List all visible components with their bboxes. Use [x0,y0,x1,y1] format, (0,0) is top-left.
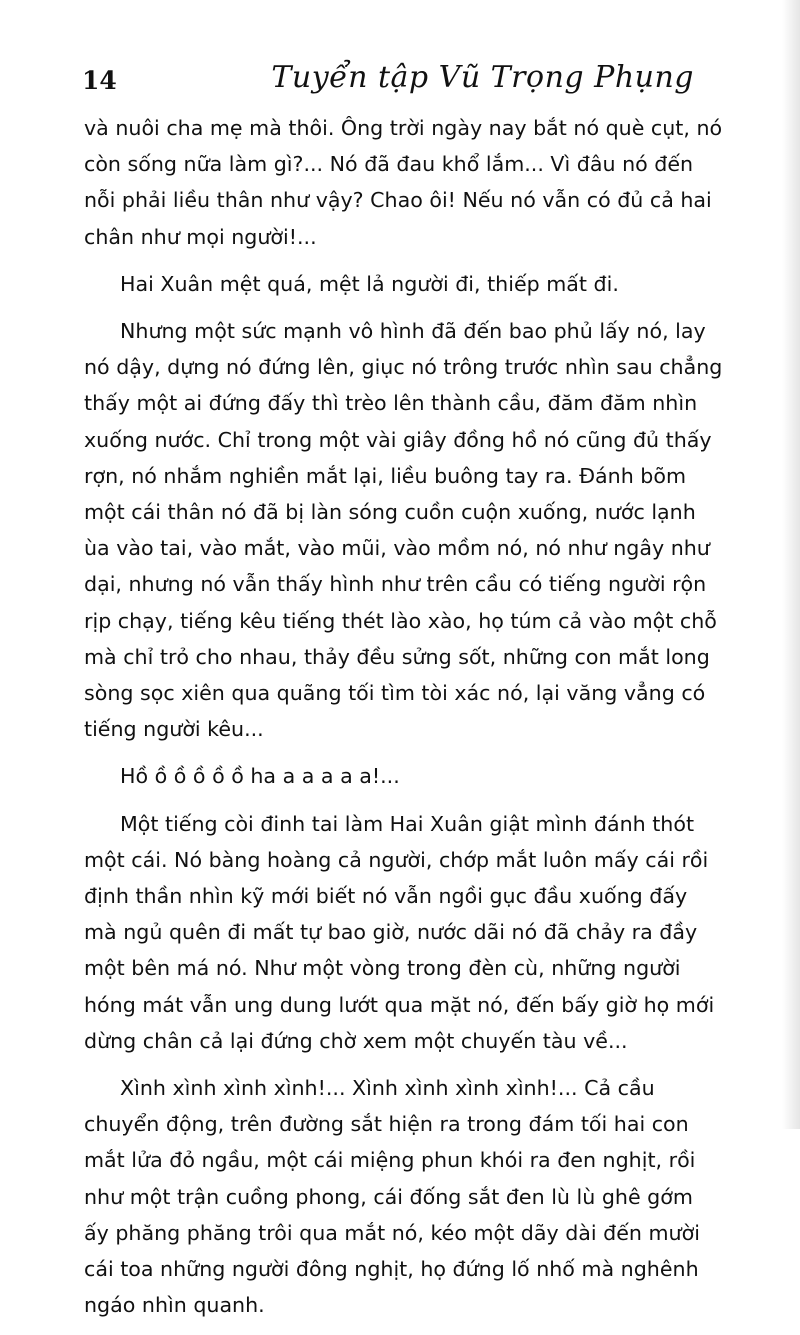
paragraph: Hồ ồ ồ ồ ồ ồ ha a a a a a!... [120,764,400,789]
body-text [84,110,724,1335]
page-number: 14 [82,66,117,95]
paragraph: Nhưng một sức mạnh vô hình đã đến bao phủ lấy nó, lay nó dậy, dựng nó đứng lên, giục nó trông trước nhìn sau chẳng thấy một ai đứng đấy thì trèo lên thành cầu, đăm đăm nhìn xuống nước. Chỉ trong một vài giây đồng hồ nó cũng đủ thấy rợn, nó nhắm nghiền mắt lại, liều buông tay ra. Đánh bõm một cái thân nó đã bị làn sóng cuồn cuộn xuống, nước lạnh ùa vào tai, vào mắt, vào mũi, vào mồm nó, nó như ngây như dại, nhưng nó vẫn thấy hình như trên cầu có tiếng người rộn rịp chạy, tiếng kêu tiếng thét lào xào, họ túm cả vào một chỗ mà chỉ trỏ cho nhau, thảy đều sửng sốt, những con mắt long sòng sọc xiên qua quãng tối tìm tòi xác nó, lại văng vẳng có tiếng người kêu... [84,319,723,742]
paragraph: Hai Xuân mệt quá, mệt lả người đi, thiếp mất đi. [120,271,619,296]
book-title: Tuyển tập Vũ Trọng Phụng [271,60,694,95]
page-header [82,58,702,108]
paragraph: Xình xình xình xình!... Xình xình xình xình!... Cả cầu chuyển động, trên đường sắt hiện ra trong đám tối hai con mắt lửa đỏ ngầu, một cái miệng phun khói ra đen nghịt, rồi như một trận cuồng phong, cái đống sắt đen lù lù ghê gớm ấy phăng phăng trôi qua mắt nó, kéo một dãy dài đến mười cái toa những người đông nghịt, họ đứng lố nhố mà nghênh ngáo nhìn quanh. [84,1076,700,1318]
paragraph: và nuôi cha mẹ mà thôi. Ông trời ngày nay bắt nó què cụt, nó còn sống nữa làm gì?... Nó đã đau khổ lắm... Vì đâu nó đến nỗi phải liều thân như vậy? Chao ôi! Nếu nó vẫn có đủ cả hai chân như mọi người!... [84,116,723,249]
paragraph: Một tiếng còi đinh tai làm Hai Xuân giật mình đánh thót một cái. Nó bàng hoàng cả người, chớp mắt luôn mấy cái rồi định thần nhìn kỹ mới biết nó vẫn ngồi gục đầu xuống đấy mà ngủ quên đi mất tự bao giờ, nước dãi nó đã chảy ra đầy một bên má nó. Như một vòng trong đèn cù, những người hóng mát vẫn ung dung lướt qua mặt nó, đến bấy giờ họ mới dừng chân cả lại đứng chờ xem một chuyến tàu về... [84,811,715,1053]
